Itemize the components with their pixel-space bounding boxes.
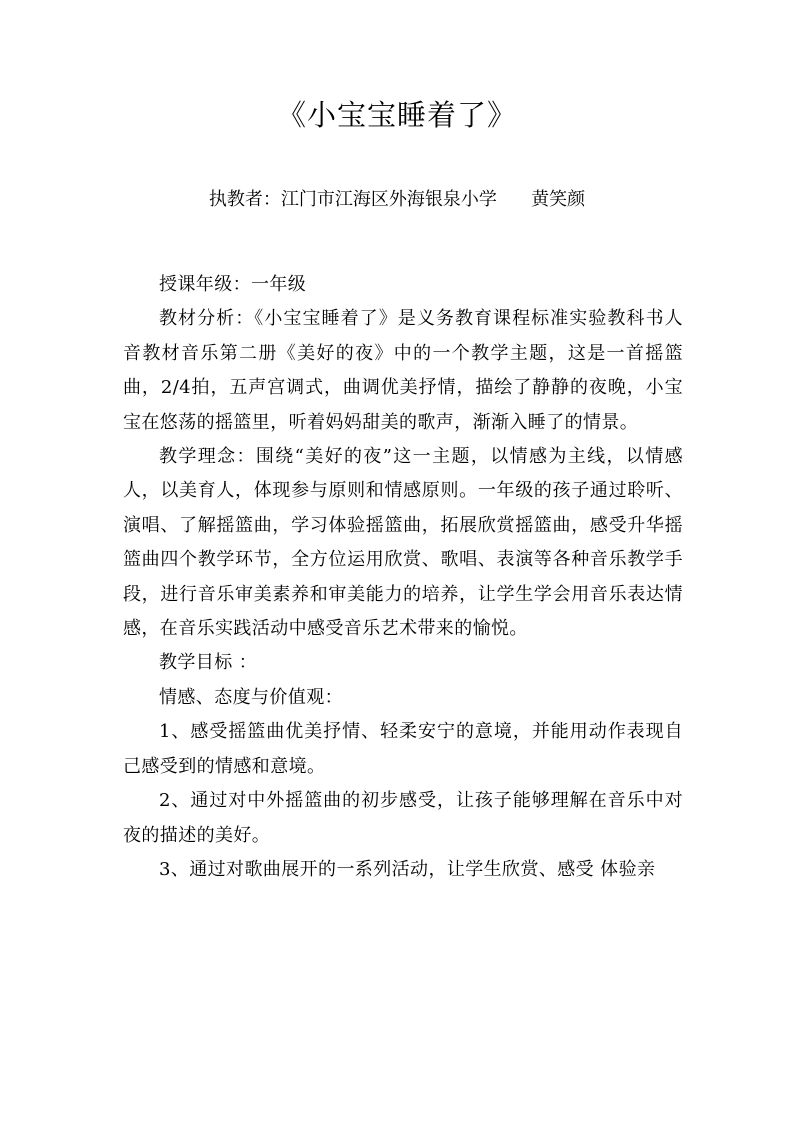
paragraph-goal-3: 3、通过对歌曲展开的一系列活动，让学生欣赏、感受 体验亲 bbox=[159, 858, 656, 880]
paragraph-goal-1: 1、感受摇篮曲优美抒情、轻柔安宁的意境，并能用动作表现自己感受到的情感和意境。 bbox=[123, 721, 683, 777]
document-body bbox=[123, 268, 683, 887]
paragraph-teaching-goals-heading: 教学目标 ： bbox=[159, 652, 258, 674]
document-title: 《小宝宝睡着了》 bbox=[276, 98, 517, 132]
paragraph-teaching-philosophy: 教学理念：围绕“美好的夜”这一主题，以情感为主线，以情感人，以美育人，体现参与原则和情感原则。一年级的孩子通过聆听、演唱、了解摇篮曲，学习体验摇篮曲，拓展欣赏摇篮曲，感受升华摇篮曲四个教学环节，全方位运用欣赏、歌唱、表演等各种音乐教学手段，进行音乐审美素养和审美能力的培养，让学生学会用音乐表达情感，在音乐实践活动中感受音乐艺术带来的愉悦。 bbox=[123, 446, 683, 640]
author-line: 执教者：江门市江海区外海银泉小学 黄笑颜 bbox=[208, 189, 586, 210]
paragraph-goal-2: 2、通过对中外摇篮曲的初步感受，让孩子能够理解在音乐中对夜的描述的美好。 bbox=[123, 790, 683, 846]
paragraph-grade: 授课年级：一年级 bbox=[159, 274, 307, 295]
paragraph-values-heading: 情感、态度与价值观： bbox=[159, 686, 343, 708]
paragraph-material-analysis: 教材分析：《小宝宝睡着了》是义务教育课程标准实验教科书人音教材音乐第二册《美好的夜》中的一个教学主题，这是一首摇篮曲，2/4拍，五声宫调式，曲调优美抒情，描绘了静静的夜晚，小宝宝在悠荡的摇篮里，听着妈妈甜美的歌声，渐渐入睡了的情景。 bbox=[123, 308, 683, 433]
